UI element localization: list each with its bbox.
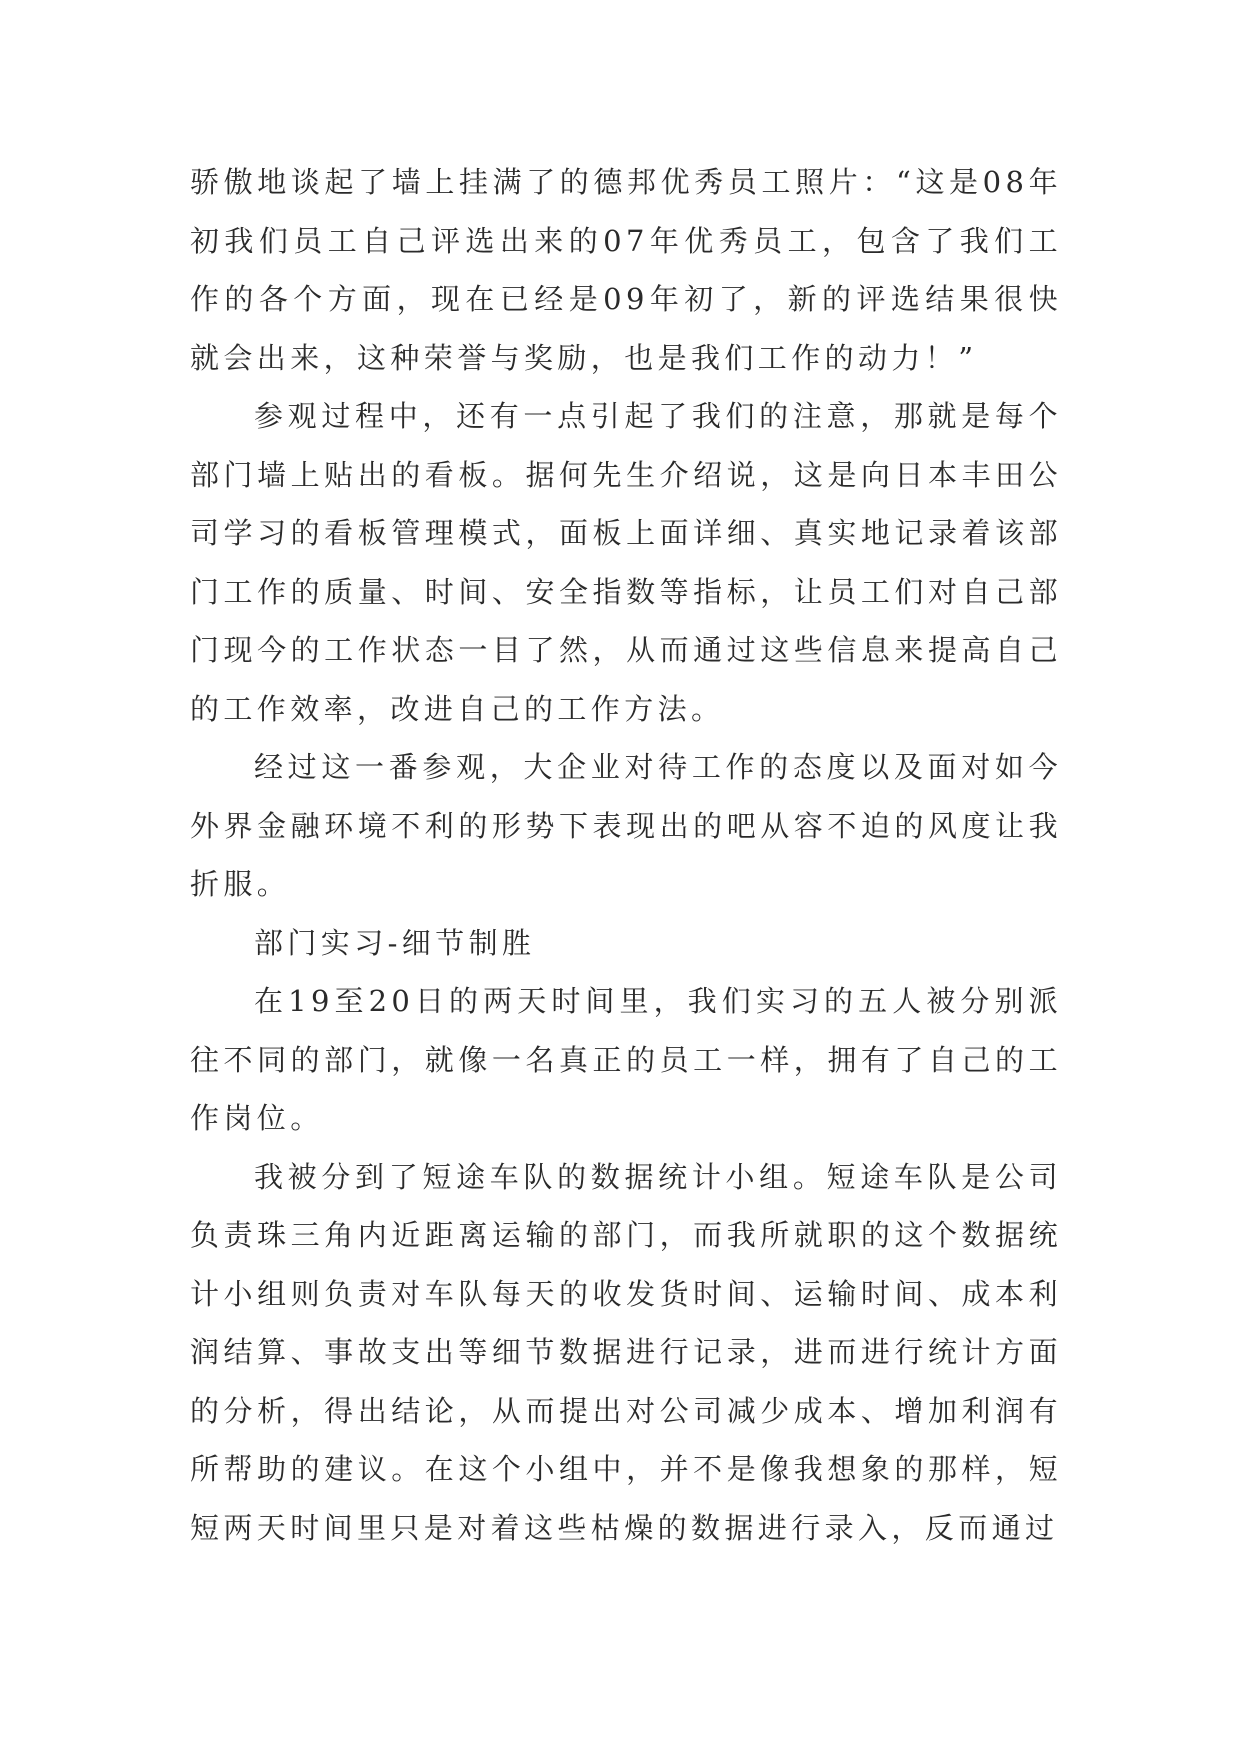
document-body <box>190 153 1062 1557</box>
section-heading: 部门实习-细节制胜 <box>254 925 536 960</box>
paragraph-data-team: 我被分到了短途车队的数据统计小组。短途车队是公司负责珠三角内近距离运输的部门，而我所就职的这个数据统计小组则负责对车队每天的收发货时间、运输时间、成本利润结算、事故支出等细节数据进行记录，进而进行统计方面的分析，得出结论，从而提出对公司减少成本、增加利润有所帮助的建议。在这个小组中，并不是像我想象的那样，短短两天时间里只是对着这些枯燥的数据进行录入，反而通过 <box>190 1159 1062 1545</box>
paragraph-internship-intro: 在19至20日的两天时间里，我们实习的五人被分别派往不同的部门，就像一名真正的员工一样，拥有了自己的工作岗位。 <box>190 984 1062 1135</box>
paragraph-visit-conclusion: 经过这一番参观，大企业对待工作的态度以及面对如今外界金融环境不利的形势下表现出的吧从容不迫的风度让我折服。 <box>190 750 1062 901</box>
paragraph-visit-kanban: 参观过程中，还有一点引起了我们的注意，那就是每个部门墙上贴出的看板。据何先生介绍说，这是向日本丰田公司学习的看板管理模式，面板上面详细、真实地记录着该部门工作的质量、时间、安全指数等指标，让员工们对自己部门现今的工作状态一目了然，从而通过这些信息来提高自己的工作效率，改进自己的工作方法。 <box>190 399 1062 726</box>
paragraph-continued: 骄傲地谈起了墙上挂满了的德邦优秀员工照片：“这是08年初我们员工自己评选出来的07年优秀员工，包含了我们工作的各个方面，现在已经是09年初了，新的评选结果很快就会出来，这种荣誉与奖励，也是我们工作的动力！” <box>190 165 1062 375</box>
